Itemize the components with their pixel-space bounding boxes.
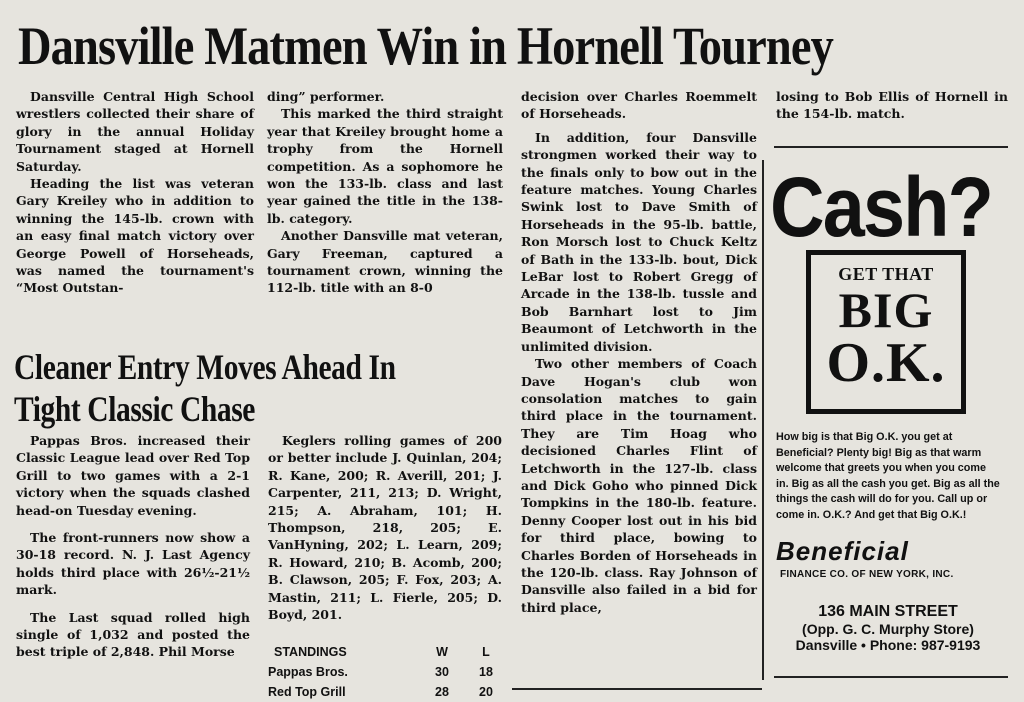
team-wins: 28: [435, 685, 449, 699]
ad-border-left: [762, 160, 764, 680]
ad-company-name: FINANCE CO. OF NEW YORK, INC.: [780, 569, 954, 580]
big-ok-box: [806, 250, 966, 414]
article1-column-3: [521, 88, 757, 616]
article1-column-4: [776, 88, 1008, 129]
standings-table: [268, 642, 504, 702]
article2-column-2: [268, 432, 502, 629]
paragraph: Another Dansville mat veteran, Gary Freeman, captured a tournament crown, winning the 112-lb. title with an 8-0: [267, 228, 503, 296]
paragraph: Keglers rolling games of 200 or better include J. Quinlan, 204; R. Kane, 200; R. Averill, 201; J. Carpenter, 211, 213; D. Wright, 215; A. Abraham, 101; H. Thompson, 218, 205; E. VanHyning, 202; L. Learn, 209; R. Howard, 210; B. Acomb, 200; B. Clawson, 205; F. Fox, 203; A. Mastin, 211; L. Fierle, 205; D. Boyd, 201.: [268, 433, 502, 623]
wins-header: W: [436, 645, 448, 659]
box-line-1: GET THAT: [838, 264, 934, 284]
paragraph: The Last squad rolled high single of 1,032 and posted the best triple of 2,848. Phil Morse: [16, 609, 250, 660]
team-losses: 18: [479, 665, 493, 679]
ad-street: 136 MAIN STREET: [818, 603, 958, 620]
paragraph: decision over Charles Roemmelt of Horseheads.: [521, 89, 757, 122]
paragraph: ding” performer.: [267, 89, 385, 104]
standings-row: [268, 662, 504, 682]
team-name: Red Top Grill: [268, 685, 346, 699]
article2-headline: Cleaner Entry Moves Ahead In Tight Classic Chase: [14, 347, 396, 429]
losses-header: L: [482, 645, 490, 659]
team-name: Pappas Bros.: [268, 665, 348, 679]
standings-title: STANDINGS: [274, 645, 347, 659]
article1-column-1: [16, 88, 254, 303]
paragraph: losing to Bob Ellis of Hornell in the 154-lb. match.: [776, 89, 1008, 122]
paragraph: Pappas Bros. increased their Classic League lead over Red Top Grill to two games with a 2-1 victory when the squads clashed head-on Tuesday evening.: [16, 433, 250, 518]
standings-header: [268, 642, 504, 662]
box-line-2: BIG: [838, 282, 934, 338]
team-losses: 20: [479, 685, 493, 699]
column-rule: [512, 688, 762, 690]
ad-address: [776, 602, 1000, 653]
article1-column-2: [267, 88, 503, 303]
ad-copy: How big is that Big O.K. you get at Beneficial? Plenty big! Big as that warm welcome that greets you when you come in. Big as all the cash you get. Big as all the things the cash will do for you. Call up or come in. O.K.? And get that Big O.K.!: [776, 431, 1000, 521]
ad-brand-logo: Beneficial: [776, 536, 909, 566]
article2-column-1: [16, 432, 250, 667]
ad-phone: Dansville • Phone: 987-9193: [795, 637, 981, 653]
paragraph: Two other members of Coach Dave Hogan's club won consolation matches to gain third place in the tournament. They are Tim Hoag who decisioned Charles Flint of Letchworth in the 127-lb. class and Dick Goho who pinned Dick Tompkins in the 180-lb. feature. Denny Cooper lost out in his bid for third place, bowing to Charles Borden of Horseheads in the 120-lb. class. Ray Johnson of Dansville also failed in a bid for third place,: [521, 356, 757, 615]
box-line-3: O.K.: [826, 332, 946, 394]
main-headline: Dansville Matmen Win in Hornell Tourney: [18, 16, 833, 76]
paragraph: In addition, four Dansville strongmen worked their way to the finals only to bow out in the feature matches. Young Charles Swink lost to Dave Smith of Horseheads in the 95-lb. battle, Ron Morsch lost to Chuck Keltz of Bath in the 133-lb. bout, Dick LeBar lost to Robert Gregg of Arcade in the 138-lb. tussle and Bob Barnhart lost to Jim Beaumont of Letchworth in the unlimited division.: [521, 129, 757, 354]
ad-landmark: (Opp. G. C. Murphy Store): [802, 621, 974, 637]
paragraph: The front-runners now show a 30-18 record. N. J. Last Agency holds third place with 26½-21½ mark.: [16, 530, 250, 598]
paragraph: Heading the list was veteran Gary Kreiley who in addition to winning the 145-lb. crown with an easy final match victory over George Powell of Horseheads, was named the tournament's “Most Outstan-: [16, 176, 254, 296]
ad-border-bottom: [774, 676, 1008, 678]
beneficial-advertisement: [762, 160, 1008, 680]
paragraph: This marked the third straight year that Kreiley brought home a trophy from the Hornell competition. As a sophomore he won the 133-lb. class and last year gained the title in the 138-lb. category.: [267, 106, 503, 226]
ad-cash-headline: Cash?: [770, 160, 993, 254]
standings-row: [268, 682, 504, 702]
column-rule: [774, 146, 1008, 148]
team-wins: 30: [435, 665, 449, 679]
paragraph: Dansville Central High School wrestlers collected their share of glory in the annual Holiday Tournament staged at Hornell Saturday.: [16, 89, 254, 174]
